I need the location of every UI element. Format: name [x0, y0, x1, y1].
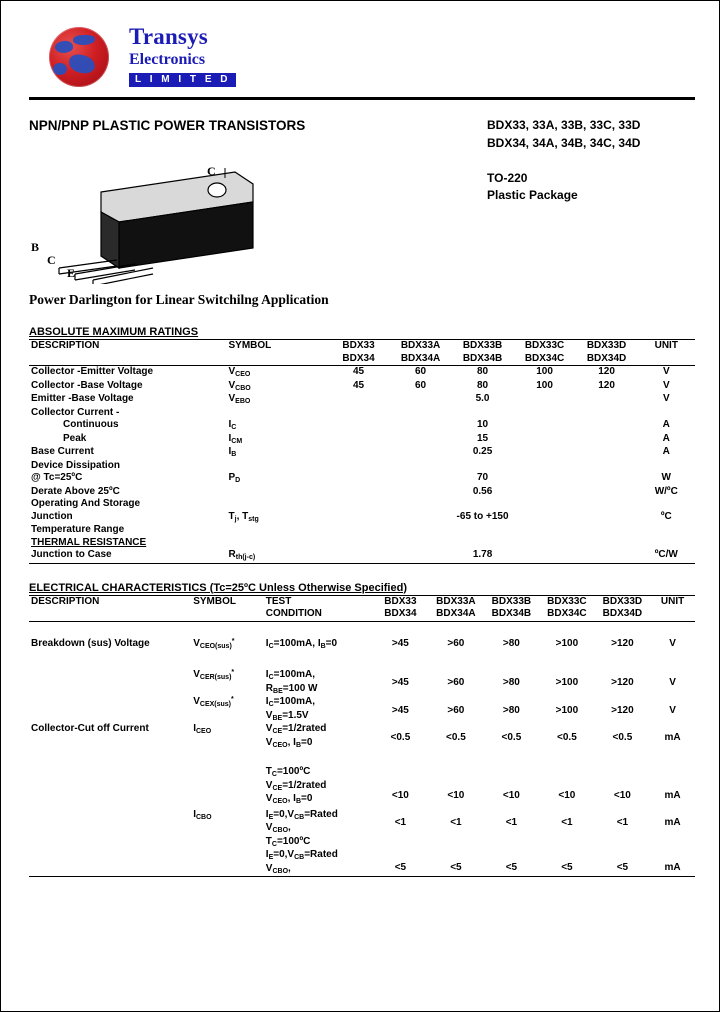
table-row: [29, 621, 695, 655]
col-symbol: SYMBOL: [227, 340, 328, 353]
row-symbol: $R_{th(j-c)}$: [227, 549, 328, 563]
brand-block: [129, 25, 236, 87]
row-val-1: <10: [447, 790, 465, 801]
row-unit: mA: [664, 816, 681, 828]
row-symbol: $I_{CBO}$: [193, 808, 212, 821]
col-bdx34d: BDX34D: [595, 608, 651, 621]
table-row: [29, 537, 695, 550]
table-row: [29, 750, 695, 807]
row-val-4: <1: [616, 816, 629, 828]
row-desc: Junction: [31, 510, 73, 522]
row-val-0: <0.5: [390, 732, 411, 743]
row-condition: $V_{CE}=1/2rated$ $V_{CEO}$, $I_B=0$: [265, 723, 327, 749]
col-bdx34b: BDX34B: [452, 353, 514, 366]
page-header: [29, 19, 695, 100]
row-val-span: -65 to +150: [456, 510, 509, 522]
row-val-0: <5: [373, 836, 429, 877]
col-bdx34: BDX34: [328, 353, 390, 366]
col-bdx33a: BDX33A: [428, 595, 484, 608]
table-row: [29, 366, 695, 380]
col-bdx33a: BDX33A: [390, 340, 452, 353]
table-row: [29, 836, 695, 877]
row-desc: @ Tc=25ºC: [31, 472, 83, 483]
row-unit: W: [661, 472, 671, 483]
col-description: DESCRIPTION: [29, 340, 227, 353]
table-row: [29, 407, 695, 420]
col-condition: CONDITION: [264, 608, 373, 621]
row-symbol: $V_{CEX(sus)}^*$: [193, 696, 234, 708]
row-desc: Collector -Base Voltage: [31, 379, 143, 391]
table-row: [29, 524, 695, 537]
row-unit: mA: [664, 790, 681, 801]
col-unit: UNIT: [650, 595, 695, 608]
table-row: [29, 498, 695, 511]
row-val-2: >80: [502, 637, 520, 649]
row-val-3: 100: [536, 366, 553, 377]
brand-name-line3: L I M I T E D: [129, 73, 236, 87]
col-symbol: SYMBOL: [191, 595, 264, 608]
row-val-span: 70: [476, 472, 489, 483]
row-unit: V: [662, 366, 670, 377]
col-bdx34c: BDX34C: [539, 608, 595, 621]
col-bdx34a: BDX34A: [390, 353, 452, 366]
part-numbers-npn: BDX33, 33A, 33B, 33C, 33D: [487, 118, 641, 132]
row-condition: $T_C=100ºC$ $V_{CE}=1/2rated$ $V_{CEO}$, $I_B=0$: [265, 766, 327, 805]
row-unit: V: [662, 393, 670, 404]
col-bdx33b: BDX33B: [484, 595, 540, 608]
row-unit: V: [669, 677, 676, 688]
row-val-1: 60: [414, 366, 427, 377]
col-bdx33d: BDX33D: [576, 340, 638, 353]
row-desc: Continuous: [63, 419, 119, 430]
row-desc: Junction to Case: [29, 549, 227, 563]
table-row: [29, 511, 695, 525]
package-type: TO-220: [487, 171, 528, 185]
table-row: [29, 433, 695, 447]
col-test: TEST: [264, 595, 373, 608]
row-desc: Derate Above 25ºC: [31, 485, 120, 497]
row-val-1: >60: [447, 637, 465, 649]
row-val-4: <5: [595, 836, 651, 877]
row-symbol: $I_{CEO}$: [193, 723, 212, 735]
row-val-4: >120: [611, 677, 634, 688]
to220-outline-icon: [39, 156, 299, 284]
row-val-1: >60: [447, 705, 465, 716]
row-condition: $I_C=100mA$, $V_{BE}=1.5V$: [265, 696, 316, 722]
table-row: [29, 472, 695, 486]
row-val-2: <10: [502, 790, 520, 801]
row-val-span: 15: [476, 432, 489, 444]
table-row: [29, 655, 695, 696]
row-symbol: $V_{CEO(sus)}^*$: [193, 637, 235, 650]
table-row: [29, 446, 695, 460]
col-bdx33d: BDX33D: [595, 595, 651, 608]
table-header-row-2: [29, 608, 695, 621]
col-bdx33c: BDX33C: [539, 595, 595, 608]
application-line: Power Darlington for Linear Switchilng Application: [29, 292, 329, 307]
row-unit: W/ºC: [654, 485, 678, 497]
row-condition: $I_E=0,V_{CB}=Rated$ $V_{CBO}$,: [265, 808, 338, 834]
row-val-1: 60: [414, 379, 427, 391]
row-val-4: <0.5: [612, 732, 633, 743]
row-val-span: 10: [476, 419, 489, 430]
row-desc: Breakdown (sus) Voltage: [31, 637, 150, 649]
col-bdx34c: BDX34C: [514, 353, 576, 366]
table-header-row-2: [29, 353, 695, 366]
row-val-1: <5: [428, 836, 484, 877]
row-val-2: <1: [505, 816, 518, 828]
row-val-3: <1: [561, 816, 573, 828]
pin-label-b: B: [31, 240, 40, 254]
row-val-3: <0.5: [557, 732, 577, 743]
row-val-3: <10: [558, 790, 576, 801]
row-val-2: 80: [476, 366, 489, 377]
row-unit: V: [662, 379, 670, 391]
page-title: NPN/PNP PLASTIC POWER TRANSISTORS: [29, 118, 306, 133]
package-desc: Plastic Package: [487, 188, 578, 202]
pin-label-e: E: [67, 266, 76, 280]
row-val-1: <1: [450, 816, 462, 828]
row-unit: V: [669, 705, 676, 716]
row-val-4: 120: [598, 366, 615, 377]
row-desc: Collector-Cut off Current: [31, 723, 149, 734]
row-val-span: 0.56: [472, 485, 493, 497]
row-val-0: 45: [352, 379, 365, 391]
row-val-2: <0.5: [501, 732, 522, 743]
row-unit: ºC: [660, 510, 672, 522]
table-row: [29, 723, 695, 750]
thermal-resistance-heading: THERMAL RESISTANCE: [31, 536, 147, 548]
to220-package-drawing: [29, 156, 695, 284]
elec-section-title: ELECTRICAL CHARACTERISTICS (Tc=25ºC Unless Otherwise Specified): [29, 581, 407, 594]
part-numbers-pnp: BDX34, 34A, 34B, 34C, 34D: [487, 136, 641, 150]
row-val-3: >100: [555, 705, 579, 716]
row-val-0: >45: [391, 705, 409, 716]
table-row: [29, 419, 695, 433]
row-desc: Collector Current -: [31, 406, 120, 418]
table-row: [29, 549, 695, 563]
row-desc: Device Dissipation: [31, 459, 120, 471]
row-val-4: <10: [613, 790, 631, 801]
table-row: [29, 486, 695, 499]
col-bdx34a: BDX34A: [428, 608, 484, 621]
row-val-4: >120: [611, 637, 634, 649]
row-symbol: $V_{CEO}$: [228, 366, 251, 378]
row-desc: Collector -Emitter Voltage: [31, 366, 154, 377]
row-desc: Emitter -Base Voltage: [31, 393, 134, 404]
row-unit: V: [669, 637, 676, 649]
pin-label-c: C: [47, 253, 56, 267]
row-unit: ºC/W: [638, 549, 695, 563]
brand-name-line1: Transys: [129, 24, 208, 49]
electrical-characteristics-table: [29, 595, 695, 878]
table-row: [29, 696, 695, 723]
table-row: [29, 393, 695, 407]
row-val-2: >80: [502, 677, 520, 688]
row-val-2: >80: [502, 705, 520, 716]
row-desc: Peak: [63, 432, 87, 444]
row-val-1: <0.5: [446, 732, 466, 743]
row-val-0: 45: [352, 366, 365, 377]
col-bdx33b: BDX33B: [452, 340, 514, 353]
row-symbol: $I_C$: [228, 419, 237, 431]
row-val-3: 100: [536, 379, 553, 391]
row-val-span: 0.25: [472, 446, 493, 457]
row-unit: mA: [650, 836, 695, 877]
table-header-row: [29, 595, 695, 608]
row-unit: A: [662, 446, 670, 457]
row-val-0: <1: [394, 816, 407, 828]
globe-logo-icon: [49, 27, 109, 87]
row-val-span: 5.0: [475, 393, 490, 404]
col-description: DESCRIPTION: [29, 595, 191, 608]
table-row: [29, 807, 695, 836]
table-row: [29, 380, 695, 394]
row-val-0: <10: [391, 790, 409, 801]
part-number-list: [487, 116, 640, 152]
pin-label-c-top: C: [207, 164, 216, 178]
row-desc: Base Current: [31, 446, 94, 457]
row-val-4: >120: [611, 705, 634, 716]
abs-max-section-title: ABSOLUTE MAXIMUM RATINGS: [29, 326, 199, 338]
row-symbol: $T_j$, $T_{stg}$: [228, 510, 259, 523]
brand-name-line2: Electronics: [129, 51, 206, 68]
row-desc: Operating And Storage: [31, 498, 141, 509]
row-unit: mA: [664, 732, 681, 743]
row-val-0: >45: [391, 637, 409, 649]
row-val-4: 120: [598, 379, 615, 391]
row-desc: Temperature Range: [31, 524, 125, 535]
row-unit: A: [662, 419, 670, 430]
row-val-span: 1.78: [328, 549, 638, 563]
col-bdx33: BDX33: [328, 340, 390, 353]
col-unit: UNIT: [638, 340, 695, 353]
row-unit: A: [662, 432, 670, 444]
table-row: [29, 460, 695, 473]
row-symbol: $V_{CER(sus)}^*$: [193, 669, 235, 681]
row-val-2: 80: [476, 379, 489, 391]
row-condition: $I_C=100mA$, $R_{BE}=100$ W: [265, 669, 318, 695]
row-symbol: $P_D$: [228, 472, 241, 484]
col-bdx34d: BDX34D: [576, 353, 638, 366]
row-val-3: <5: [539, 836, 595, 877]
row-condition: $I_C=100mA$, $I_B=0$: [265, 637, 338, 650]
row-val-1: >60: [447, 677, 465, 688]
col-bdx33: BDX33: [373, 595, 429, 608]
abs-max-table: [29, 339, 695, 564]
row-symbol: $I_B$: [228, 446, 237, 458]
row-val-3: >100: [555, 677, 579, 688]
col-bdx34: BDX34: [373, 608, 429, 621]
row-val-0: >45: [391, 677, 409, 688]
row-symbol: $V_{CBO}$: [228, 379, 251, 392]
row-val-2: <5: [484, 836, 540, 877]
row-val-3: >100: [555, 637, 579, 649]
row-condition: $T_C=100ºC$ $I_E=0,V_{CB}=Rated$ $V_{CBO}$,: [264, 836, 373, 877]
title-row: [29, 116, 695, 202]
table-header-row: [29, 340, 695, 353]
col-bdx33c: BDX33C: [514, 340, 576, 353]
col-bdx34b: BDX34B: [484, 608, 540, 621]
row-symbol: $V_{EBO}$: [228, 393, 251, 405]
row-symbol: $I_{CM}$: [228, 432, 243, 445]
